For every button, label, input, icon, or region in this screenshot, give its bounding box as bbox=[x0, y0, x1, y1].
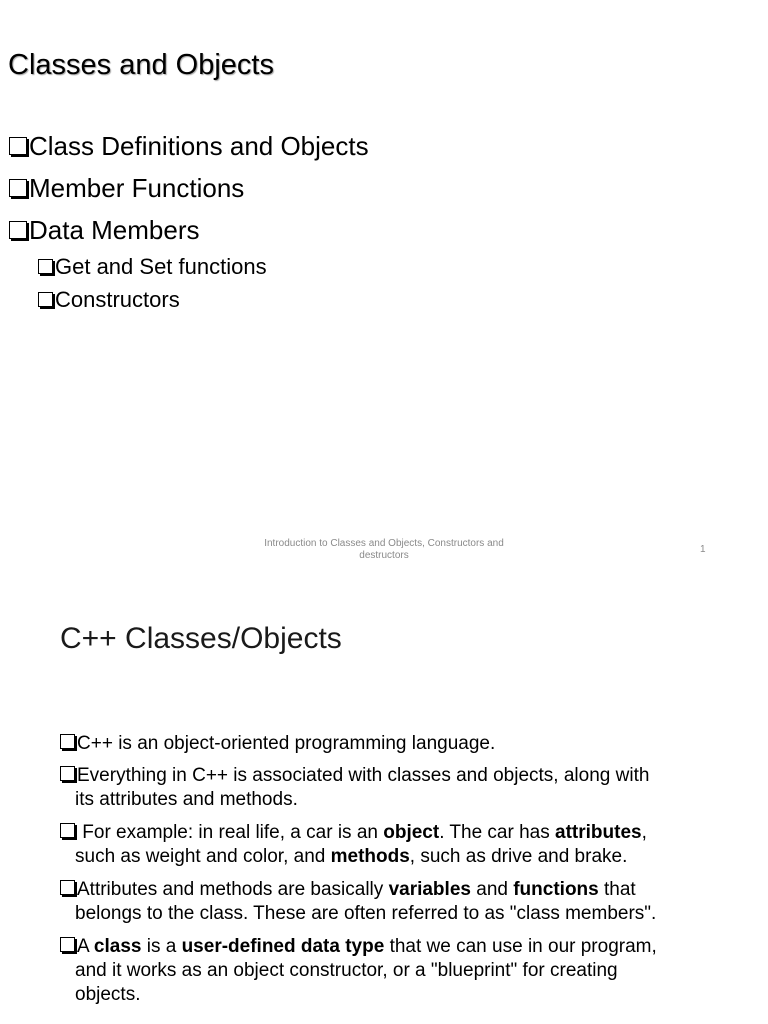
checkbox-bullet-icon bbox=[60, 823, 75, 838]
bullet-item: Member Functions bbox=[9, 172, 244, 204]
bullet-item: For example: in real life, a car is an object. The car has attributes, such as weight and color, and methods, such as drive and brake. bbox=[60, 821, 720, 869]
sub-bullet-item: Get and Set functions bbox=[38, 253, 267, 281]
checkbox-bullet-icon bbox=[60, 880, 75, 895]
checkbox-bullet-icon bbox=[38, 292, 53, 307]
bullet-item: C++ is an object-oriented programming language. bbox=[60, 732, 720, 756]
bullet-item: Data Members bbox=[9, 214, 200, 246]
bullet-item: Attributes and methods are basically variables and functions that belongs to the class. These are often referred to as "class members". bbox=[60, 878, 720, 926]
bullet-item: Everything in C++ is associated with classes and objects, along with its attributes and methods. bbox=[60, 764, 720, 812]
checkbox-bullet-icon bbox=[9, 179, 27, 197]
slide-2-title: C++ Classes/Objects bbox=[60, 622, 342, 655]
bullet-item: Class Definitions and Objects bbox=[9, 130, 369, 162]
slide-footer: Introduction to Classes and Objects, Constructors and destructors bbox=[264, 538, 504, 561]
sub-bullet-item: Constructors bbox=[38, 286, 180, 314]
checkbox-bullet-icon bbox=[9, 221, 27, 239]
bullet-item: A class is a user-defined data type that we can use in our program, and it works as an object constructor, or a "blueprint" for creating objects. bbox=[60, 935, 720, 1007]
slide-1-title: Classes and Objects bbox=[8, 49, 274, 81]
checkbox-bullet-icon bbox=[60, 937, 75, 952]
checkbox-bullet-icon bbox=[38, 259, 53, 274]
page-number: 1 bbox=[700, 544, 706, 555]
checkbox-bullet-icon bbox=[9, 137, 27, 155]
slide-2 bbox=[0, 576, 768, 1024]
checkbox-bullet-icon bbox=[60, 734, 75, 749]
checkbox-bullet-icon bbox=[60, 766, 75, 781]
